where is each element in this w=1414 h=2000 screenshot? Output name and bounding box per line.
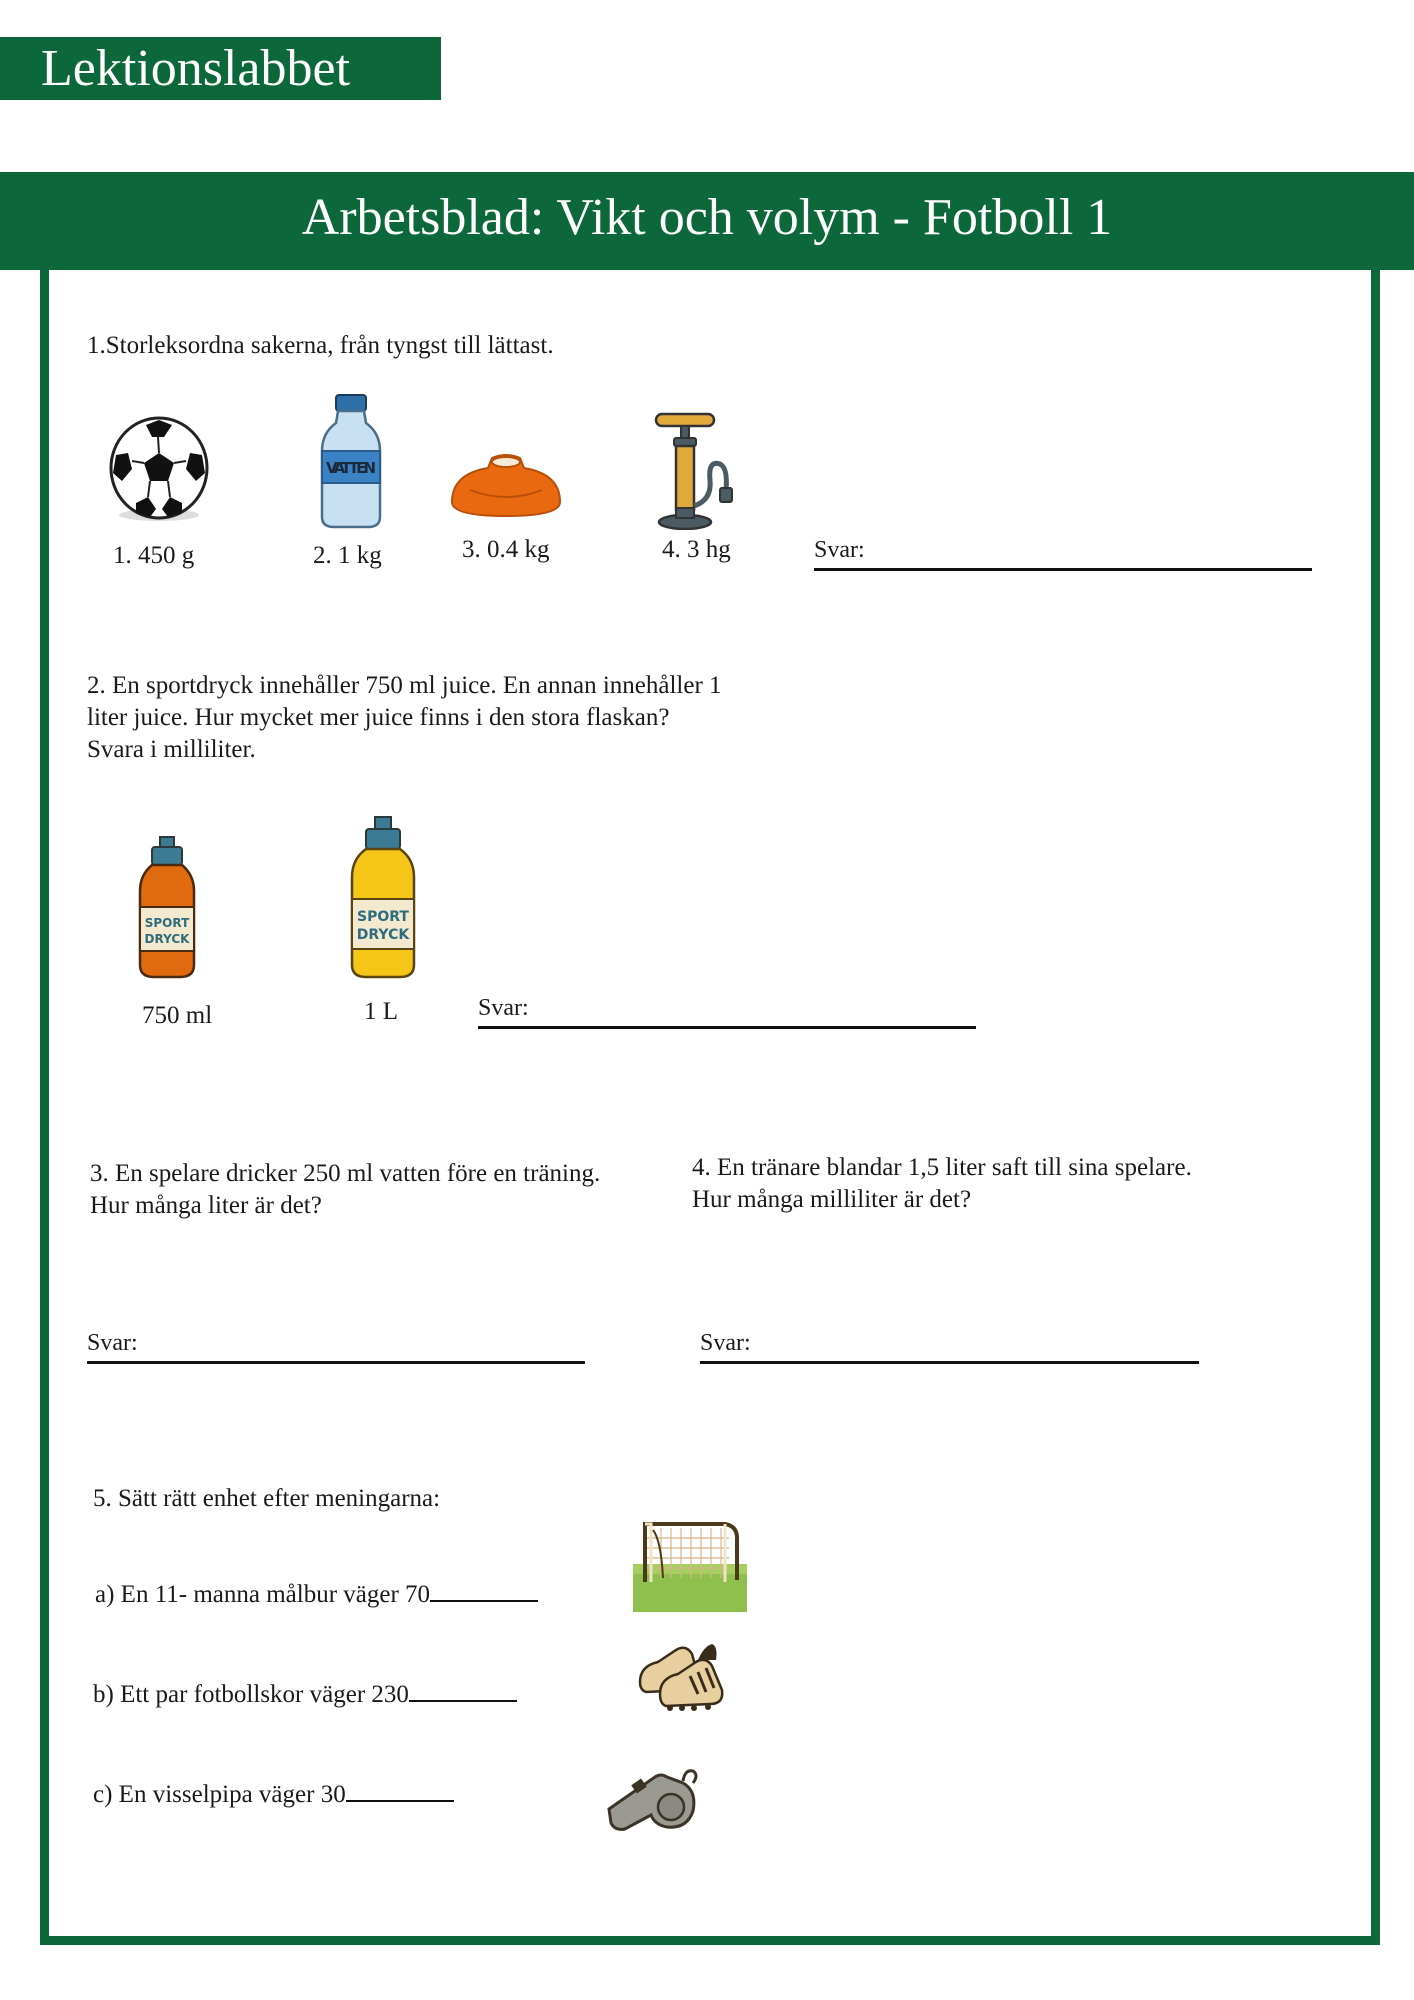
q4-prompt: 4. En tränare blandar 1,5 liter saft till sina spelare. Hur många milliliter är det? xyxy=(692,1154,1192,1213)
q5-item xyxy=(93,1674,517,1711)
unit-blank[interactable] xyxy=(430,1574,538,1602)
football-boots-icon xyxy=(636,1636,730,1712)
page-title: Arbetsblad: Vikt och volym - Fotboll 1 xyxy=(0,172,1414,270)
svg-text:SPORT: SPORT xyxy=(144,916,190,930)
answer-label: Svar: xyxy=(814,537,865,563)
soccer-goal-icon xyxy=(633,1520,747,1612)
bicycle-pump-icon xyxy=(652,410,738,530)
q2-item-label: 750 ml xyxy=(142,1002,213,1029)
svg-text:DRYCK: DRYCK xyxy=(356,927,410,943)
svg-text:DRYCK: DRYCK xyxy=(144,932,190,946)
bottle-label: VATTEN xyxy=(326,459,376,477)
q5-prompt: 5. Sätt rätt enhet efter meningarna: xyxy=(93,1485,441,1512)
q1-prompt: 1.Storleksordna sakerna, från tyngst till lättast. xyxy=(87,332,554,359)
q5-item-text: b) Ett par fotbollskor väger 230 xyxy=(93,1681,409,1708)
q4-answer-line[interactable] xyxy=(700,1330,1199,1364)
q2-answer-line[interactable] xyxy=(478,995,976,1029)
q5-item xyxy=(93,1774,454,1811)
q1-item-label: 4. 3 hg xyxy=(662,536,731,563)
unit-blank[interactable] xyxy=(409,1674,517,1702)
sport-drink-orange-icon xyxy=(136,835,200,981)
answer-label: Svar: xyxy=(478,995,529,1021)
answer-label: Svar: xyxy=(700,1330,751,1356)
unit-blank[interactable] xyxy=(346,1774,454,1802)
training-cone-icon xyxy=(448,450,564,522)
q5-item-text: a) En 11- manna målbur väger 70 xyxy=(95,1581,431,1608)
whistle-icon xyxy=(605,1765,701,1835)
q1-item-label: 1. 450 g xyxy=(113,542,195,569)
brand-logo: Lektionslabbet xyxy=(0,37,441,100)
q5-item xyxy=(95,1574,538,1611)
svg-text:SPORT: SPORT xyxy=(357,909,409,925)
q3-answer-line[interactable] xyxy=(87,1330,585,1364)
q1-answer-line[interactable] xyxy=(814,537,1312,571)
q2-item-label: 1 L xyxy=(364,998,399,1025)
q1-item-label: 2. 1 kg xyxy=(313,542,382,569)
answer-label: Svar: xyxy=(87,1330,138,1356)
water-bottle-icon xyxy=(318,393,384,529)
q3-prompt: 3. En spelare dricker 250 ml vatten före en träning. Hur många liter är det? xyxy=(90,1160,601,1219)
q2-prompt: 2. En sportdryck innehåller 750 ml juice. En annan innehåller 1 liter juice. Hur mycket mer juice finns i den stora flaskan? Svara i milliliter. xyxy=(87,672,722,763)
soccer-ball-icon xyxy=(106,415,212,525)
q5-item-text: c) En visselpipa väger 30 xyxy=(93,1781,346,1808)
q1-item-label: 3. 0.4 kg xyxy=(462,536,550,563)
sport-drink-yellow-icon xyxy=(348,815,418,981)
